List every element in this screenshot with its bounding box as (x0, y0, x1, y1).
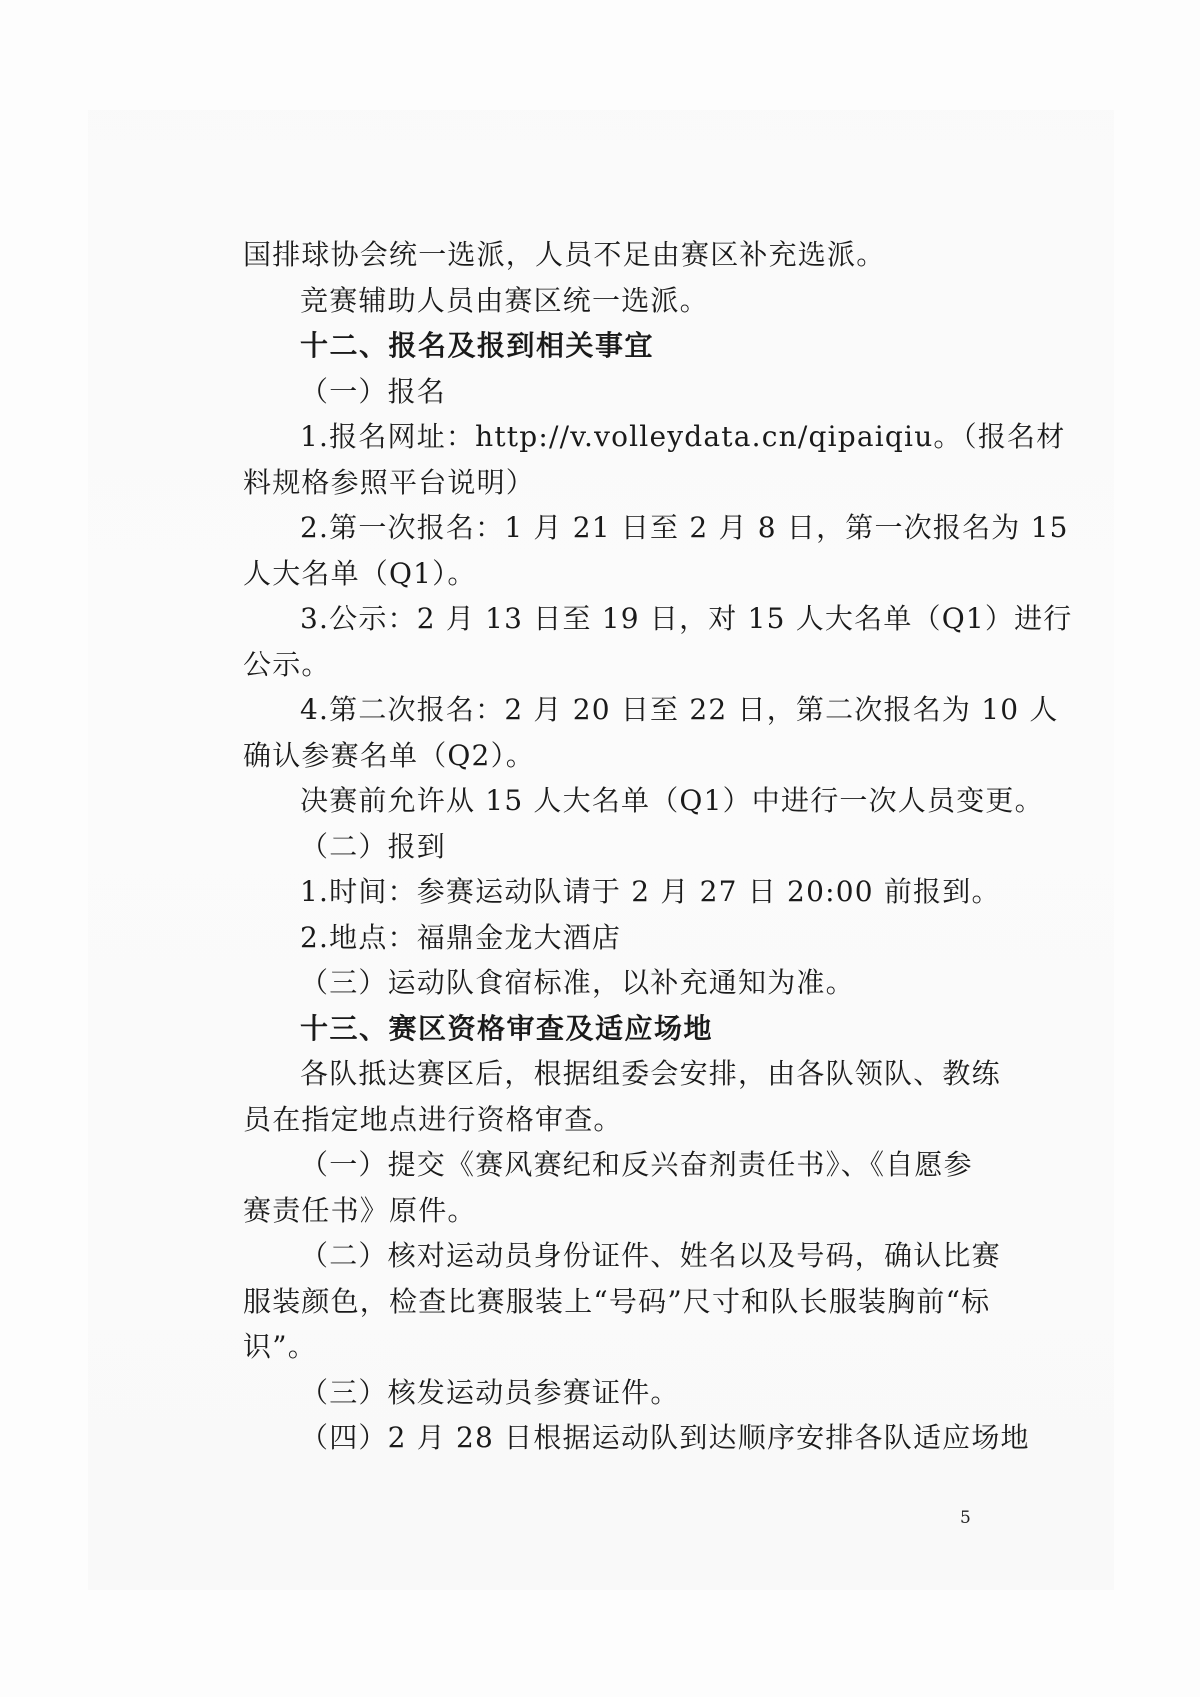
paragraph-line: 1.时间：参赛运动队请于 2 月 27 日 20:00 前报到。 (300, 875, 1001, 908)
paragraph-line: 各队抵达赛区后，根据组委会安排，由各队领队、教练 (300, 1057, 1001, 1090)
paragraph-line: （三）核发运动员参赛证件。 (300, 1375, 680, 1409)
paragraph-line: 公示。 (243, 647, 331, 681)
paragraph-line: 料规格参照平台说明） (243, 465, 536, 499)
paragraph-line: 国排球协会统一选派，人员不足由赛区补充选派。 (243, 238, 886, 271)
page-number: 5 (960, 1508, 971, 1528)
paragraph-line: 员在指定地点进行资格审查。 (243, 1102, 623, 1136)
section-heading: 十二、报名及报到相关事宜 (300, 329, 655, 362)
paragraph-line: 4.第二次报名：2 月 20 日至 22 日，第二次报名为 10 人 (300, 693, 1059, 726)
paragraph-line: 人大名单（Q1）。 (243, 556, 477, 590)
paragraph-line: 决赛前允许从 15 人大名单（Q1）中进行一次人员变更。 (300, 784, 1044, 817)
paragraph-line: 服装颜色，检查比赛服装上“号码”尺寸和队长服装胸前“标 (243, 1284, 991, 1318)
subsection-heading: （三）运动队食宿标准，以补充通知为准。 (300, 966, 855, 999)
subsection-heading: （二）报到 (300, 829, 447, 863)
paragraph-line: 1.报名网址：http://v.volleydata.cn/qipaiqiu。（报名材 (300, 420, 1066, 453)
paragraph-line: （一）提交《赛风赛纪和反兴奋剂责任书》、《自愿参 (300, 1148, 973, 1181)
paragraph-line: 2.地点：福鼎金龙大酒店 (300, 920, 622, 954)
paragraph-line: 识”。 (243, 1330, 317, 1363)
paragraph-line: 3.公示：2 月 13 日至 19 日，对 15 人大名单（Q1）进行 (300, 602, 1073, 635)
paragraph-line: 2.第一次报名：1 月 21 日至 2 月 8 日，第一次报名为 15 (300, 511, 1069, 544)
paragraph-line: 竞赛辅助人员由赛区统一选派。 (300, 283, 709, 317)
paragraph-line: （二）核对运动员身份证件、姓名以及号码，确认比赛 (300, 1239, 1001, 1272)
paragraph-line: 确认参赛名单（Q2）。 (243, 738, 535, 772)
document-body (243, 232, 1073, 1461)
section-heading: 十三、赛区资格审查及适应场地 (300, 1011, 714, 1045)
subsection-heading: （一）报名 (300, 374, 447, 408)
paragraph-line: 赛责任书》原件。 (243, 1193, 477, 1227)
paragraph-line: （四）2 月 28 日根据运动队到达顺序安排各队适应场地 (300, 1421, 1030, 1454)
